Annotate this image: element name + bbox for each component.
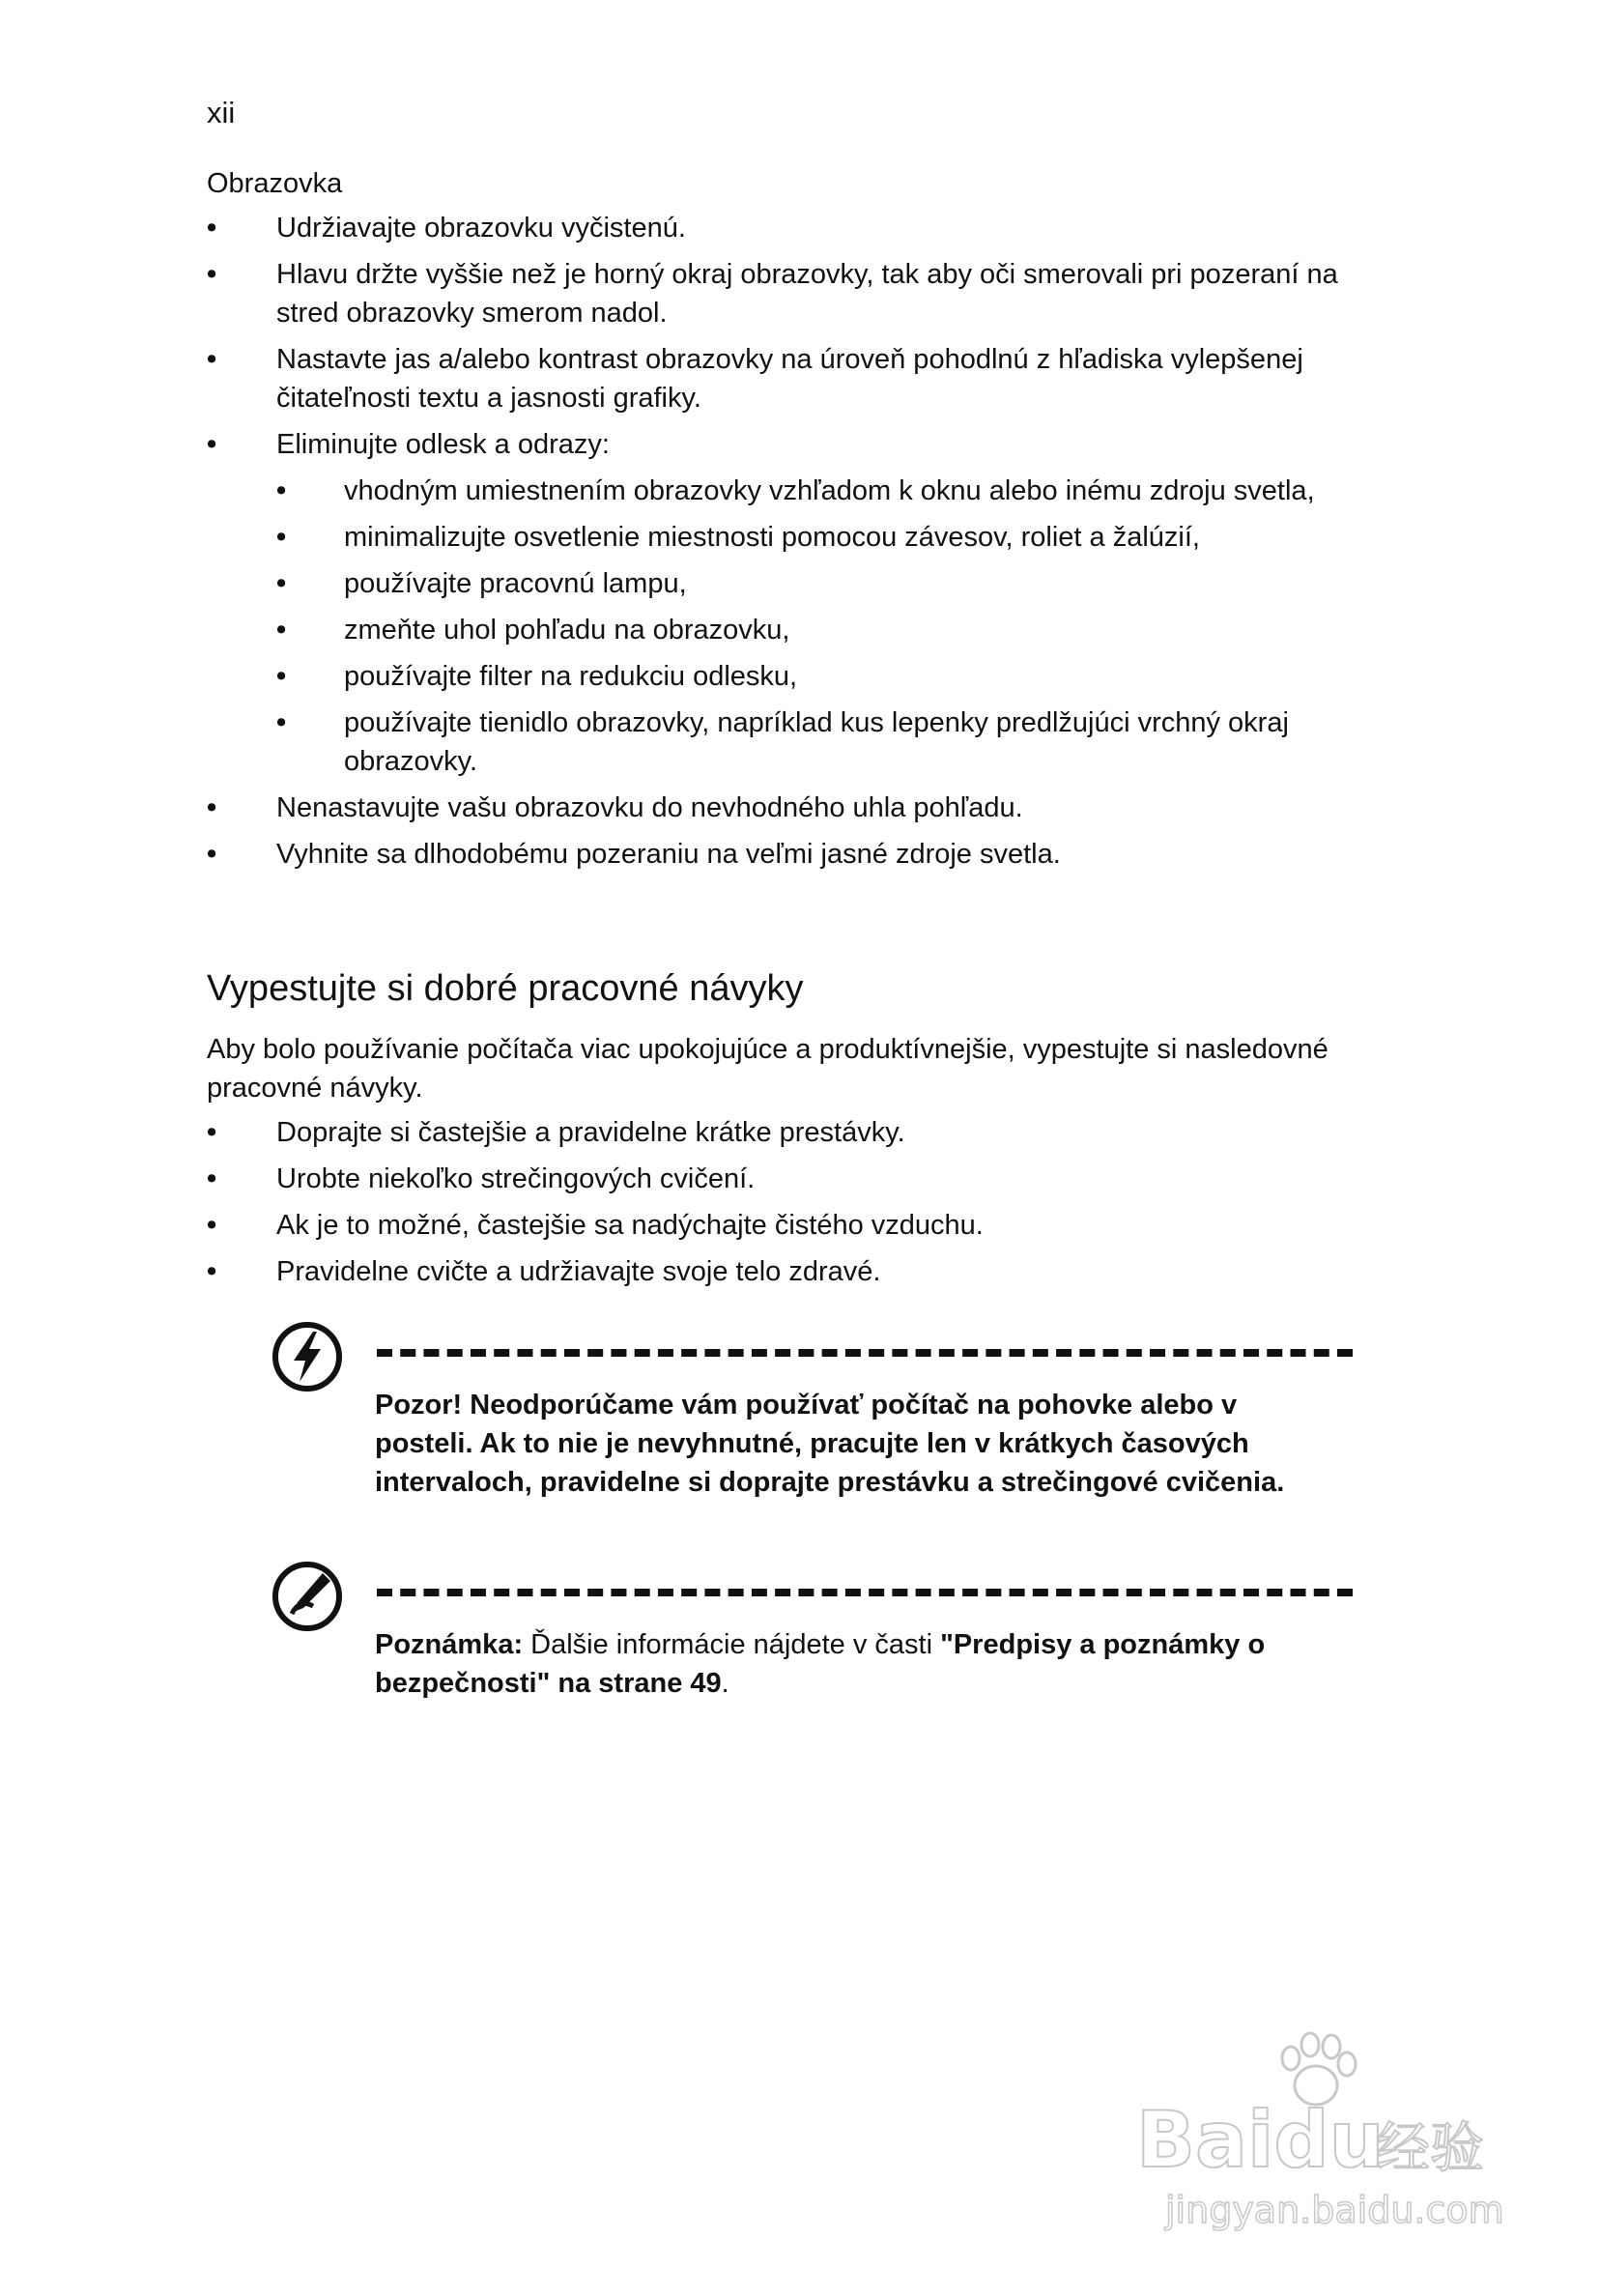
intro-paragraph: Aby bolo používanie počítača viac upokojujúce a produktívnejšie, vypestujte si nasledovné pracovné návyky.	[207, 1034, 1329, 1104]
list-item: • Hlavu držte vyššie než je horný okraj obrazovky, tak aby oči smerovali pri pozeraní na stred obrazovky smerom nadol.	[207, 255, 1366, 332]
warning-text: Pozor! Neodporúčame vám používať počítač na pohovke alebo v posteli. Ak to nie je nevyhnutné, pracujte len v krátkych časových intervaloch, pravidelne si doprajte prestávku a strečingové cvičenia.	[375, 1390, 1285, 1498]
lightning-warning-icon	[271, 1320, 344, 1393]
sub-list-item: • vhodným umiestnením obrazovky vzhľadom k oknu alebo inému zdroju svetla,	[207, 472, 1366, 510]
list-item: • Urobte niekoľko strečingových cvičení.	[207, 1160, 1366, 1198]
section-label: Obrazovka	[207, 168, 343, 199]
list-item: • Vyhnite sa dlhodobému pozeraniu na veľmi jasné zdroje svetla.	[207, 835, 1366, 874]
bullet: •	[207, 1163, 217, 1194]
list-item: • Eliminujte odlesk a odrazy:	[207, 425, 1366, 464]
bullet: •	[207, 429, 217, 460]
pen-note-icon	[271, 1560, 344, 1633]
section-heading: Vypestujte si dobré pracovné návyky	[207, 968, 804, 1009]
list-item: • Pravidelne cvičte a udržiavajte svoje telo zdravé.	[207, 1252, 1366, 1291]
sub-list-item: • zmeňte uhol pohľadu na obrazovku,	[207, 611, 1366, 649]
bullet: •	[276, 661, 287, 692]
bullet: •	[207, 259, 217, 290]
sub-list-item: • používajte pracovnú lampu,	[207, 564, 1366, 603]
screen-list	[207, 209, 1366, 874]
list-item: • Ak je to možné, častejšie sa nadýchajte čistého vzduchu.	[207, 1206, 1366, 1245]
bullet: •	[276, 615, 287, 646]
bullet: •	[207, 213, 217, 244]
list-item: • Udržiavajte obrazovku vyčistenú.	[207, 209, 1366, 247]
note-end: .	[721, 1668, 729, 1699]
bullet: •	[207, 792, 217, 823]
bullet: •	[276, 522, 287, 553]
bullet: •	[207, 1210, 217, 1241]
list-item: • Nastavte jas a/alebo kontrast obrazovky na úroveň pohodlnú z hľadiska vylepšenej čitateľnosti textu a jasnosti grafiky.	[207, 340, 1366, 417]
bullet: •	[276, 707, 287, 738]
sub-list-item: • používajte tienidlo obrazovky, napríklad kus lepenky predlžujúci vrchný okraj obrazovky.	[207, 703, 1366, 781]
bullet: •	[207, 1117, 217, 1148]
screen-section	[207, 164, 1366, 881]
bullet: •	[207, 1256, 217, 1287]
bullet: •	[276, 475, 287, 506]
dashed-separator	[377, 1349, 1353, 1357]
sub-list-item: • používajte filter na redukciu odlesku,	[207, 657, 1366, 696]
bullet: •	[207, 344, 217, 375]
sub-list-item: • minimalizujte osvetlenie miestnosti pomocou závesov, roliet a žalúzií,	[207, 518, 1366, 557]
bullet: •	[207, 839, 217, 870]
watermark-url: jingyan.baidu.com	[1165, 2189, 1504, 2231]
habits-section	[207, 1030, 1366, 1299]
list-item: • Doprajte si častejšie a pravidelne krátke prestávky.	[207, 1113, 1366, 1152]
page-number: xii	[207, 96, 236, 129]
note-text	[375, 1625, 1341, 1703]
note-reference-link[interactable]: "Predpisy a poznámky o bezpečnosti" na strane 49	[375, 1629, 1266, 1699]
bullet: •	[276, 568, 287, 599]
watermark-brand: Baidu	[1136, 2095, 1385, 2185]
dashed-separator	[377, 1589, 1353, 1596]
note-label: Poznámka:	[375, 1629, 524, 1660]
habits-list	[207, 1113, 1366, 1291]
note-body: Ďalšie informácie nájdete v časti	[523, 1629, 941, 1660]
list-item: • Nenastavujte vašu obrazovku do nevhodného uhla pohľadu.	[207, 789, 1366, 827]
baidu-watermark-logo	[1127, 2029, 1513, 2242]
watermark-cn: 经验	[1376, 2117, 1484, 2180]
